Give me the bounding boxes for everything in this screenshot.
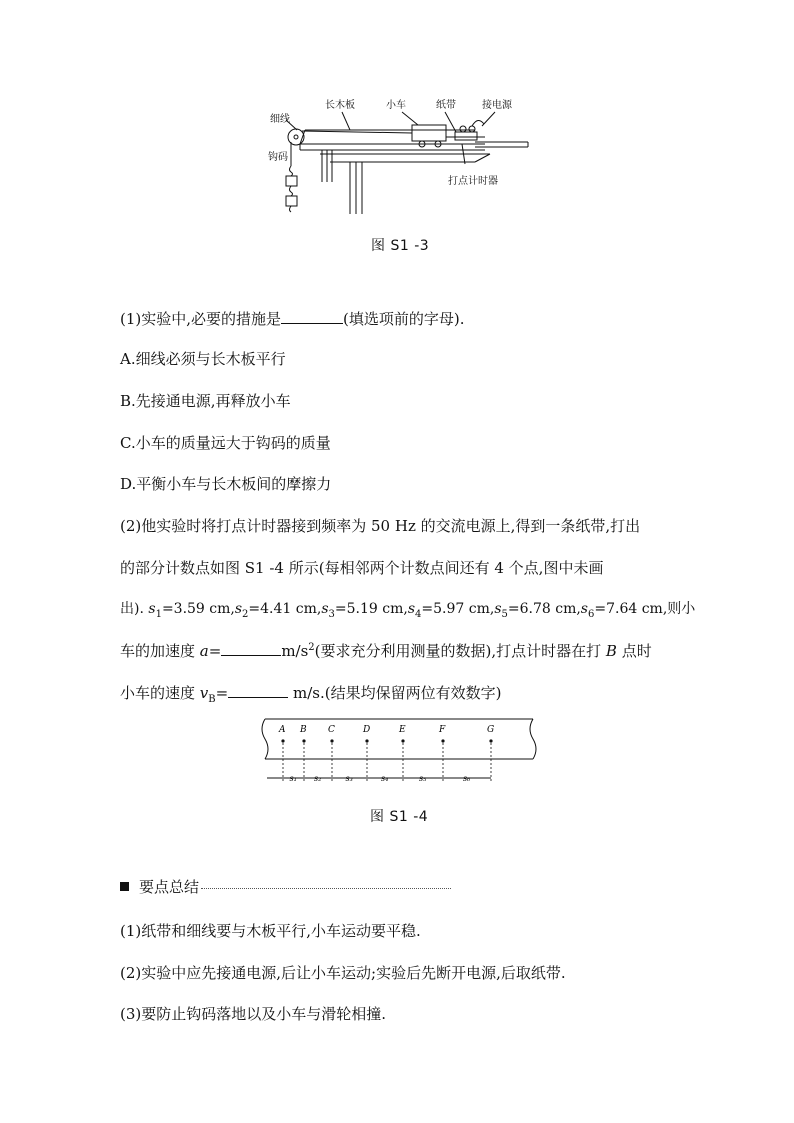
tape-point-label: D <box>363 725 371 735</box>
option-text: 平衡小车与长木板间的摩擦力 <box>136 475 332 493</box>
figure1-caption: 图 S1 -3 <box>371 238 430 254</box>
tape-segment-label: s₂ <box>314 774 322 783</box>
option-text: 小车的质量远大于钩码的质量 <box>135 434 331 452</box>
s-symbol: s <box>148 601 156 617</box>
option-c <box>120 432 331 453</box>
summary-item-3: (3)要防止钩码落地以及小车与滑轮相撞. <box>120 1005 387 1023</box>
tape-segment-label: s₄ <box>381 774 389 783</box>
tape-segment-label: s₆ <box>463 774 471 783</box>
tape-point-label: G <box>487 725 495 735</box>
paper-tape-figure <box>255 717 540 789</box>
question2-line5 <box>120 682 501 705</box>
text: = <box>208 642 222 660</box>
apparatus-figure <box>250 92 550 222</box>
answer-blank-velocity[interactable] <box>228 683 288 698</box>
s-value: =6.78 cm, <box>507 601 581 617</box>
label-string: 细线 <box>270 114 290 125</box>
s-value: =4.41 cm, <box>248 601 322 617</box>
tape-point-label: C <box>328 725 335 735</box>
tape-point-label: E <box>399 725 406 735</box>
option-letter: C. <box>120 434 136 452</box>
s-symbol: s <box>580 601 588 617</box>
question1-prefix: (1)实验中,必要的措施是 <box>120 310 282 328</box>
var-sub: B <box>208 694 216 705</box>
s-value: =3.59 cm, <box>161 601 235 617</box>
question1 <box>120 308 465 329</box>
tape-point-label: F <box>439 725 446 735</box>
unit-sup: 2 <box>308 642 315 653</box>
tape-dot <box>365 739 368 742</box>
question2-line2: 的部分计数点如图 S1 -4 所示(每相邻两个计数点间还有 4 个点,图中未画 <box>120 559 604 577</box>
summary-item-1: (1)纸带和细线要与木板平行,小车运动要平稳. <box>120 922 421 940</box>
text: 小车的速度 <box>120 684 200 702</box>
summary-item-2: (2)实验中应先接通电源,后让小车运动;实验后先断开电源,后取纸带. <box>120 964 566 982</box>
var-a: a <box>199 642 209 660</box>
unit: m/s. <box>288 684 325 702</box>
tape-dot <box>281 739 284 742</box>
var-b: B <box>605 642 617 660</box>
square-bullet-icon <box>120 882 129 891</box>
option-d <box>120 473 331 494</box>
s-subscript: 3 <box>328 608 335 620</box>
s-symbol: s <box>407 601 416 617</box>
option-letter: D. <box>120 475 137 493</box>
var-v: v <box>199 684 209 702</box>
option-text: 先接通电源,再释放小车 <box>135 392 291 410</box>
option-a <box>120 348 286 369</box>
s-subscript: 2 <box>242 608 249 620</box>
s-subscript: 5 <box>501 608 508 620</box>
s-value: =7.64 cm, <box>594 601 668 617</box>
text: 出). <box>120 601 144 617</box>
label-timer: 打点计时器 <box>448 176 498 187</box>
text: 则小 <box>667 601 696 617</box>
question1-suffix: (填选项前的字母). <box>343 310 465 328</box>
tape-point-label: A <box>279 725 286 735</box>
s-symbol: s <box>494 601 502 617</box>
s-subscript: 4 <box>415 608 422 620</box>
question2-line3 <box>120 598 695 620</box>
label-hook-weight: 钩码 <box>268 152 288 163</box>
summary-heading <box>120 876 451 897</box>
summary-title: 要点总结 <box>139 878 200 896</box>
label-power: 接电源 <box>482 100 512 111</box>
label-tape: 纸带 <box>436 100 456 111</box>
text: (结果均保留两位有效数字) <box>324 684 502 702</box>
question2-line1: (2)他实验时将打点计时器接到频率为 50 Hz 的交流电源上,得到一条纸带,打出 <box>120 517 641 535</box>
text: 点时 <box>616 642 652 660</box>
tape-segment-label: s₁ <box>289 774 297 783</box>
s-value: =5.97 cm, <box>421 601 495 617</box>
tape-dot <box>401 739 404 742</box>
tape-dot <box>330 739 333 742</box>
figure2-caption: 图 S1 -4 <box>370 809 429 825</box>
question2-line4 <box>120 640 652 661</box>
text: = <box>215 684 229 702</box>
s-subscript: 6 <box>587 608 595 620</box>
answer-blank-acceleration[interactable] <box>221 641 281 656</box>
tape-segment-label: s₃ <box>345 774 353 783</box>
option-letter: B. <box>120 392 136 410</box>
s-symbol: s <box>234 601 243 617</box>
s-subscript: 1 <box>155 608 162 620</box>
option-letter: A. <box>120 350 136 368</box>
tape-dot <box>441 739 444 742</box>
tape-dot <box>302 739 305 742</box>
label-long-board: 长木板 <box>325 100 355 111</box>
text: 车的加速度 <box>120 642 200 660</box>
label-cart: 小车 <box>386 100 406 111</box>
unit: m/s <box>281 642 309 660</box>
tape-point-label: B <box>300 725 307 735</box>
option-text: 细线必须与长木板平行 <box>135 350 286 368</box>
tape-dot <box>489 739 492 742</box>
answer-blank-1[interactable] <box>281 309 343 324</box>
text: (要求充分利用测量的数据),打点计时器在打 <box>314 642 606 660</box>
s-value: =5.19 cm, <box>334 601 408 617</box>
tape-segment-label: s₅ <box>419 774 427 783</box>
dotted-leader <box>201 888 451 889</box>
option-b <box>120 390 291 411</box>
s-symbol: s <box>321 601 329 617</box>
